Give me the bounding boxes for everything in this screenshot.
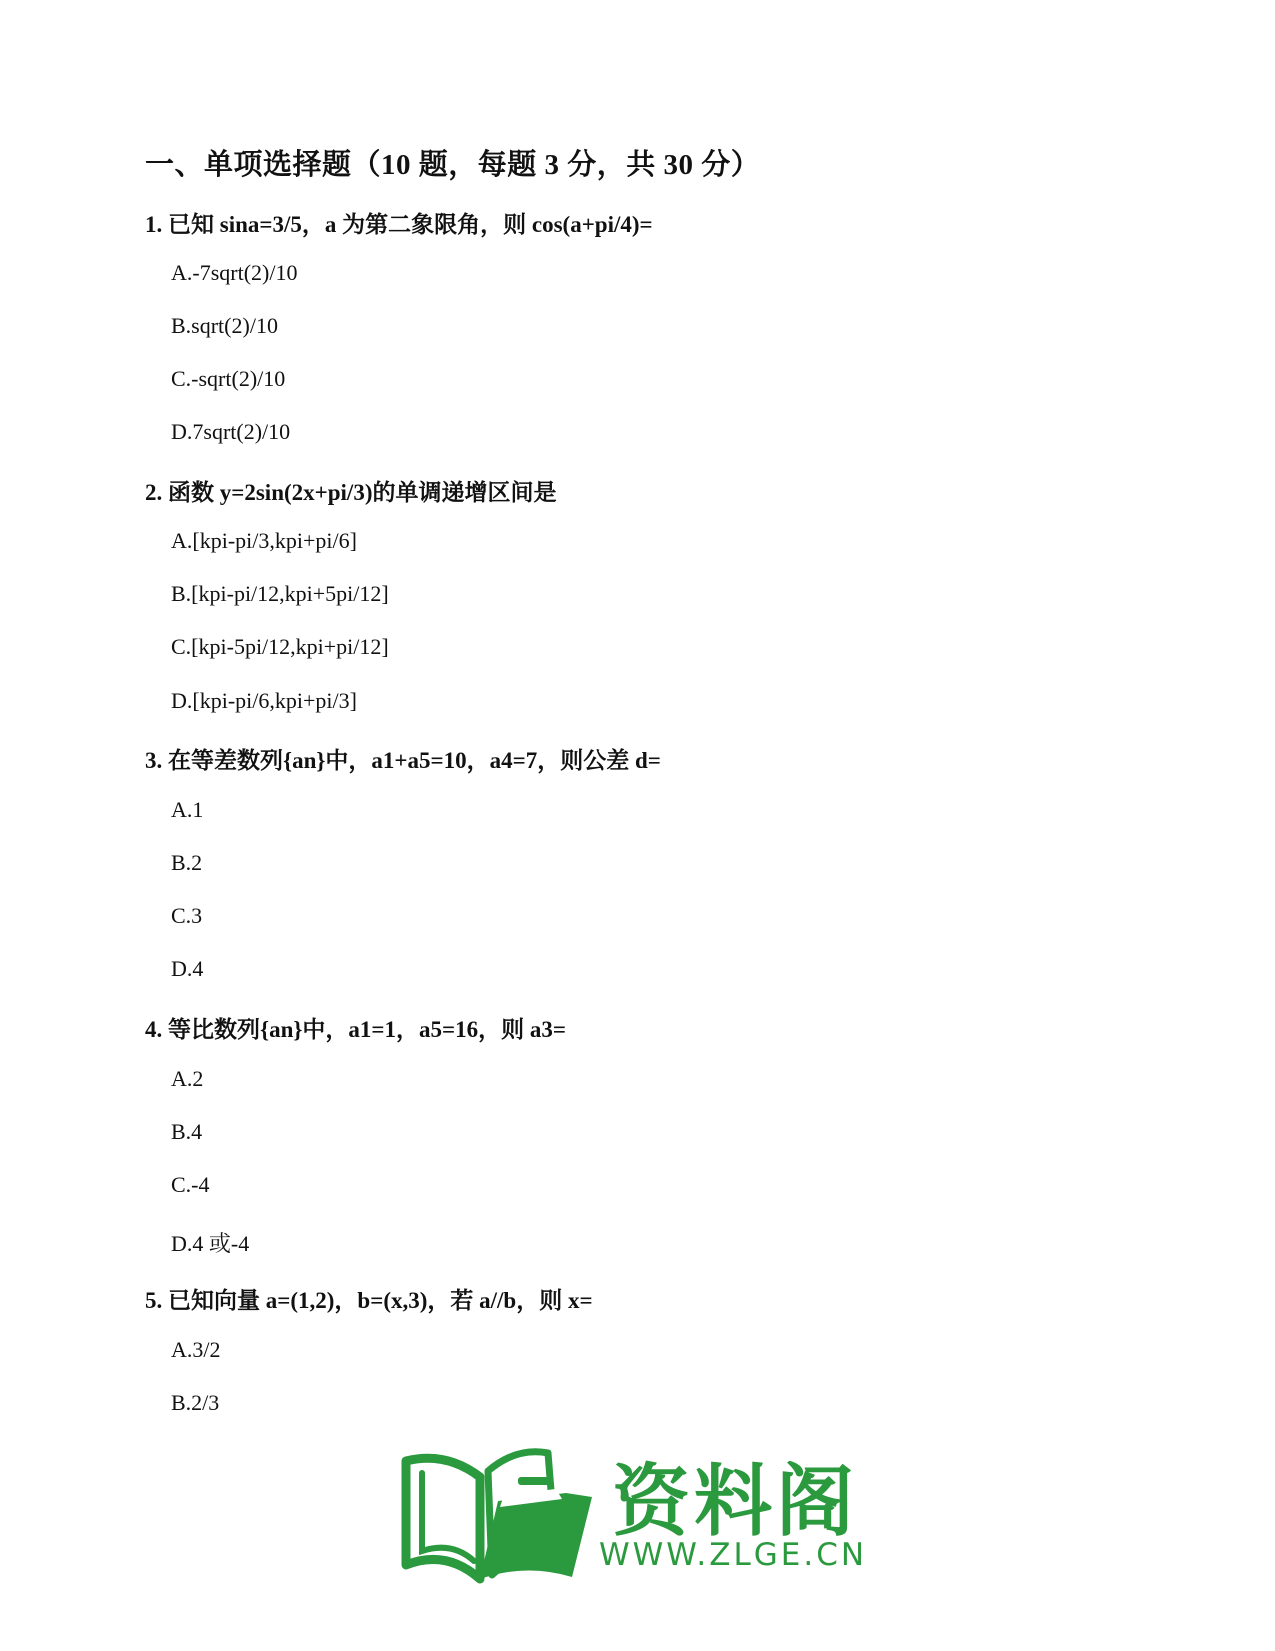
open-book-icon — [396, 1437, 596, 1593]
question-4-option-d: D.4 或-4 — [171, 1231, 250, 1256]
question-2-stem: 2. 函数 y=2sin(2x+pi/3)的单调递增区间是 — [145, 480, 557, 505]
question-3-stem: 3. 在等差数列{an}中，a1+a5=10，a4=7，则公差 d= — [145, 748, 661, 773]
watermark-name: 资料阁 — [612, 1457, 859, 1547]
question-4-option-c: C.-4 — [171, 1172, 210, 1197]
question-2-option-c: C.[kpi-5pi/12,kpi+pi/12] — [171, 634, 389, 659]
question-4-stem: 4. 等比数列{an}中，a1=1，a5=16，则 a3= — [145, 1017, 566, 1042]
watermark-url: WWW.ZLGE.CN — [599, 1537, 868, 1573]
question-1-option-d: D.7sqrt(2)/10 — [171, 419, 291, 444]
section-title: 一、单项选择题（10 题，每题 3 分，共 30 分） — [145, 149, 761, 181]
question-1-option-a: A.-7sqrt(2)/10 — [171, 260, 298, 285]
question-2-option-b: B.[kpi-pi/12,kpi+5pi/12] — [171, 581, 389, 606]
watermark-logo — [396, 1437, 866, 1593]
question-3-option-d: D.4 — [171, 956, 204, 981]
question-2-option-d: D.[kpi-pi/6,kpi+pi/3] — [171, 688, 357, 713]
question-3-option-b: B.2 — [171, 850, 203, 875]
question-3-option-c: C.3 — [171, 903, 203, 928]
question-5-option-b: B.2/3 — [171, 1390, 220, 1415]
question-3-option-a: A.1 — [171, 797, 204, 822]
question-5-option-a: A.3/2 — [171, 1337, 221, 1362]
question-4-option-a: A.2 — [171, 1066, 204, 1091]
question-2-option-a: A.[kpi-pi/3,kpi+pi/6] — [171, 528, 357, 553]
question-5-stem: 5. 已知向量 a=(1,2)，b=(x,3)，若 a//b，则 x= — [145, 1288, 593, 1313]
question-1-stem: 1. 已知 sina=3/5，a 为第二象限角，则 cos(a+pi/4)= — [145, 212, 653, 237]
question-1-option-c: C.-sqrt(2)/10 — [171, 366, 286, 391]
question-4-option-b: B.4 — [171, 1119, 203, 1144]
question-1-option-b: B.sqrt(2)/10 — [171, 313, 278, 338]
